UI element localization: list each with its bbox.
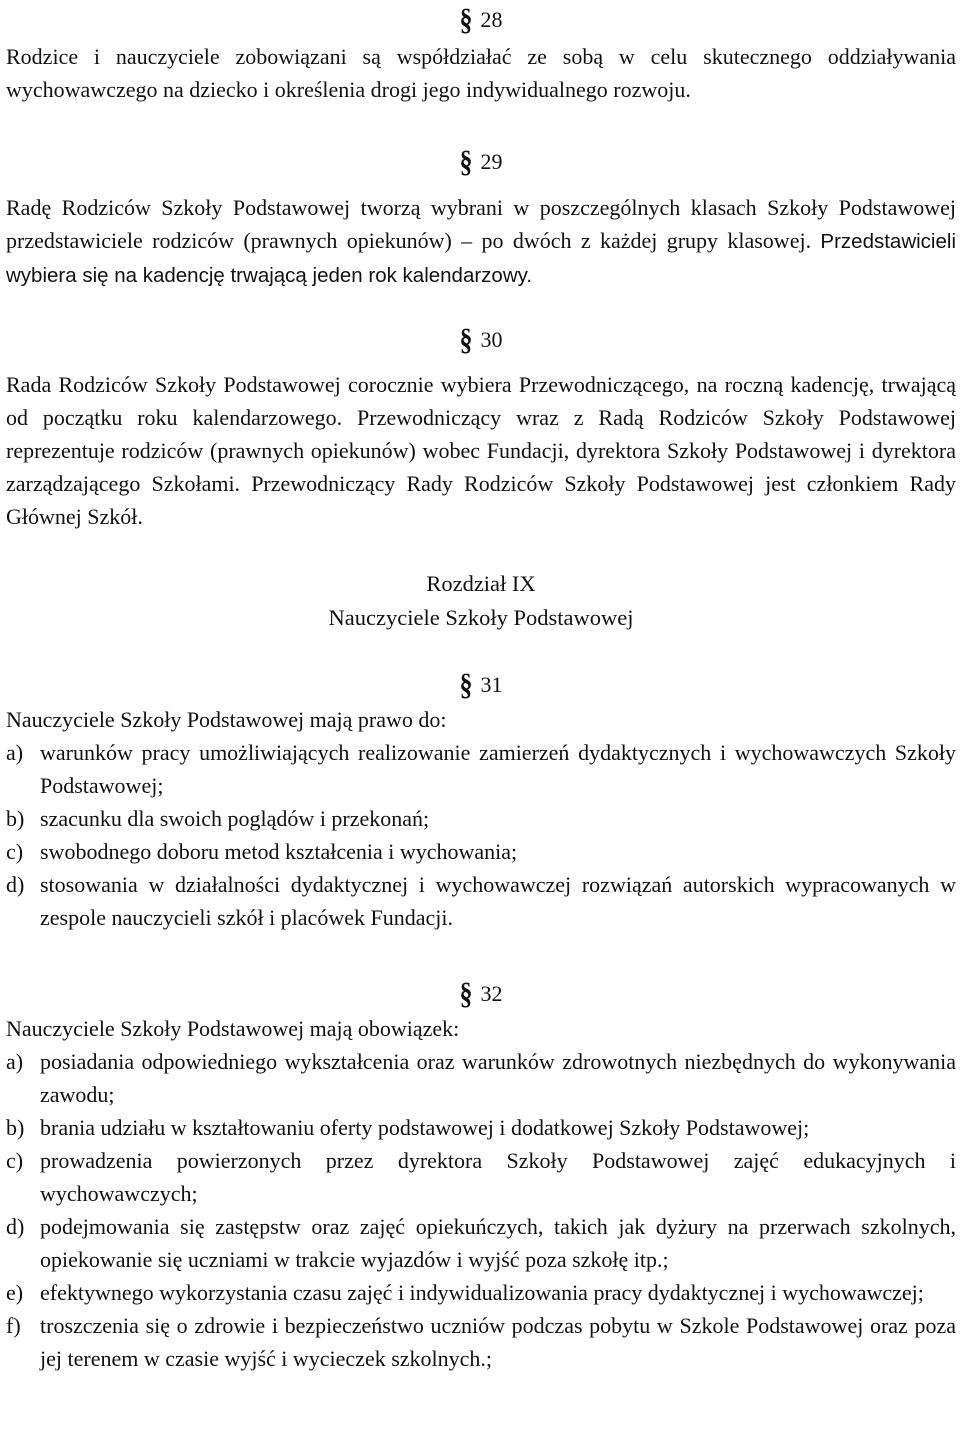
list-item-letter: a)	[6, 1049, 24, 1074]
list-item-letter: c)	[6, 839, 24, 864]
list-item	[6, 1276, 956, 1309]
list-item-letter: c)	[6, 1148, 24, 1173]
chapter-subtitle: Nauczyciele Szkoły Podstawowej	[328, 605, 634, 630]
list-item-text: brania udziału w kształtowaniu oferty podstawowej i dodatkowej Szkoły Podstawowej;	[40, 1115, 810, 1140]
section-heading-32	[6, 974, 956, 1010]
list-item	[6, 1309, 956, 1375]
list-item-letter: d)	[6, 872, 25, 897]
duties-list	[6, 1045, 956, 1375]
list-item-letter: e)	[6, 1280, 24, 1305]
list-item-text: szacunku dla swoich poglądów i przekonań;	[40, 806, 430, 831]
list-item-letter: a)	[6, 740, 24, 765]
chapter-title: Rozdział IX	[426, 571, 536, 596]
section-number: 30	[480, 327, 503, 352]
section-heading-31	[6, 665, 956, 701]
list-item	[6, 835, 956, 868]
paragraph-30: Rada Rodziców Szkoły Podstawowej corocznie wybiera Przewodniczącego, na roczną kadencję, trwającą od początku roku kalendarzowego. Przewodniczący wraz z Radą Rodziców Szkoły Podstawowej reprezentuje rodziców (prawnych opiekunów) wobec Fundacji, dyrektora Szkoły Podstawowej i dyrektora zarządzającego Szkołami. Przewodniczący Rady Rodziców Szkoły Podstawowej jest członkiem Rady Głównej Szkół.	[6, 372, 956, 529]
section-31-intro: Nauczyciele Szkoły Podstawowej mają prawo do:	[6, 707, 447, 732]
section-number: 28	[480, 7, 503, 32]
paragraph-29-text: Radę Rodziców Szkoły Podstawowej tworzą wybrani w poszczególnych klasach Szkoły Podstawowej przedstawiciele rodziców (prawnych opiekunów) – po dwóch z każdej grupy klasowej.	[6, 195, 956, 253]
list-item-text: swobodnego doboru metod kształcenia i wychowania;	[40, 839, 518, 864]
section-symbol: §	[459, 2, 473, 37]
section-heading-28	[6, 0, 956, 36]
section-symbol: §	[459, 976, 473, 1011]
list-item-text: posiadania odpowiedniego wykształcenia oraz warunków zdrowotnych niezbędnych do wykonywania zawodu;	[40, 1049, 956, 1107]
paragraph-29	[6, 191, 956, 292]
list-item-text: stosowania w działalności dydaktycznej i wychowawczej rozwiązań autorskich wypracowanych w zespole nauczycieli szkół i placówek Fundacji.	[40, 872, 956, 930]
rights-list	[6, 736, 956, 934]
list-item-text: podejmowania się zastępstw oraz zajęć opiekuńczych, takich jak dyżury na przerwach szkolnych, opiekowanie się uczniami w trakcie wyjazdów i wyjść poza szkołę itp.;	[40, 1214, 956, 1272]
list-item-letter: b)	[6, 1115, 25, 1140]
paragraph-29-text-sans: Przedstawicieli wybiera się na kadencję trwającą jeden rok kalendarzowy.	[6, 230, 956, 287]
list-item	[6, 868, 956, 934]
section-number: 32	[480, 981, 503, 1006]
section-32-intro: Nauczyciele Szkoły Podstawowej mają obowiązek:	[6, 1016, 460, 1041]
list-item	[6, 1045, 956, 1111]
paragraph-28: Rodzice i nauczyciele zobowiązani są współdziałać ze sobą w celu skutecznego oddziaływania wychowawczego na dziecko i określenia drogi jego indywidualnego rozwoju.	[6, 44, 956, 102]
section-number: 29	[480, 149, 503, 174]
list-item	[6, 1210, 956, 1276]
section-symbol: §	[459, 667, 473, 702]
list-item-text: prowadzenia powierzonych przez dyrektora Szkoły Podstawowej zajęć edukacyjnych i wychowawczych;	[40, 1148, 956, 1206]
section-symbol: §	[459, 144, 473, 179]
list-item-letter: b)	[6, 806, 25, 831]
section-heading-29	[6, 142, 956, 178]
list-item	[6, 1144, 956, 1210]
list-item-letter: d)	[6, 1214, 25, 1239]
list-item-text: troszczenia się o zdrowie i bezpieczeństwo uczniów podczas pobytu w Szkole Podstawowej oraz poza jej terenem w czasie wyjść i wycieczek szkolnych.;	[40, 1313, 956, 1371]
list-item-text: warunków pracy umożliwiających realizowanie zamierzeń dydaktycznych i wychowawczych Szkoły Podstawowej;	[40, 740, 956, 798]
section-symbol: §	[459, 322, 473, 357]
section-number: 31	[480, 672, 503, 697]
list-item	[6, 736, 956, 802]
list-item-letter: f)	[6, 1313, 21, 1338]
section-heading-30	[6, 320, 956, 356]
list-item	[6, 802, 956, 835]
list-item	[6, 1111, 956, 1144]
document-page	[6, 0, 956, 1375]
list-item-text: efektywnego wykorzystania czasu zajęć i indywidualizowania pracy dydaktycznej i wychowawczej;	[40, 1280, 924, 1305]
